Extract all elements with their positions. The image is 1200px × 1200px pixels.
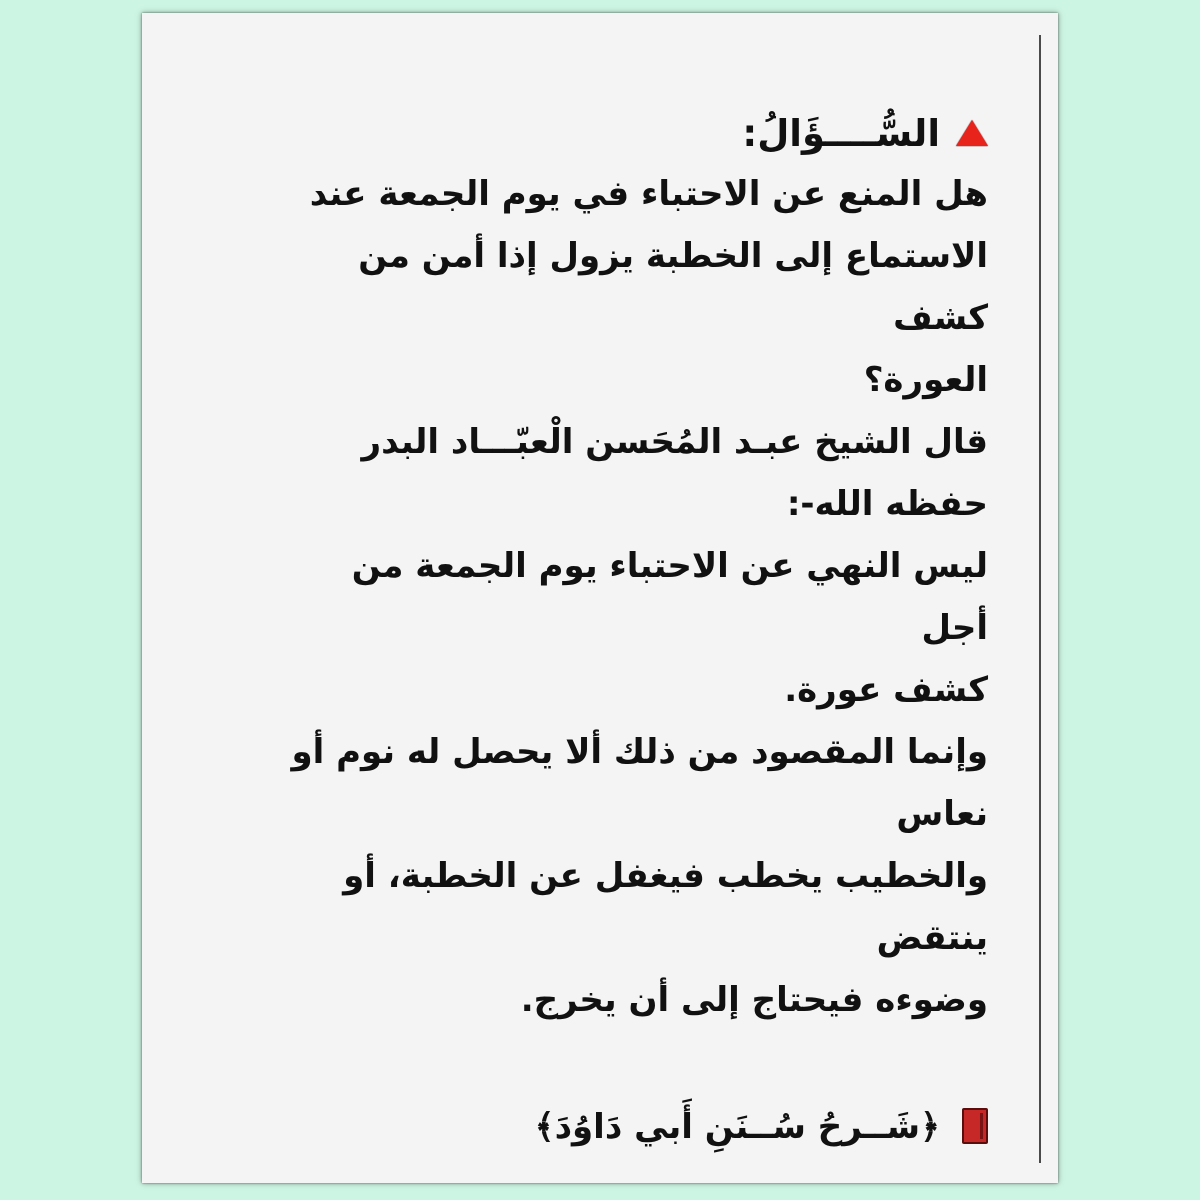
red-triangle-icon: [956, 120, 988, 146]
answer-2-line-1: وإنما المقصود من ذلك ألا يحصل له نوم أو نعاس: [291, 732, 988, 834]
document-page: [142, 13, 1058, 1183]
document-content: [282, 103, 988, 1157]
answer-paragraph-1: [282, 535, 988, 721]
question-line-2: الاستماع إلى الخطبة يزول إذا أمن من كشف: [358, 236, 988, 338]
question-heading-text: السُّــــؤَالُ:: [742, 111, 940, 155]
answer-paragraph-2: [282, 721, 988, 1031]
answer-1-line-2: كشف عورة.: [784, 670, 988, 710]
answer-1-line-1: ليس النهي عن الاحتباء يوم الجمعة من أجل: [351, 546, 988, 648]
question-line-3: العورة؟: [863, 360, 988, 400]
attribution-paragraph: [282, 411, 988, 535]
question-heading: [282, 103, 988, 163]
question-line-1: هل المنع عن الاحتباء في يوم الجمعة عند: [309, 174, 988, 214]
book-icon: [962, 1108, 988, 1144]
source-title: ﴿شَــرحُ سُــنَنِ أَبي دَاوُدَ﴾: [534, 1106, 940, 1147]
attribution-line-2: حفظه الله-:: [786, 484, 988, 524]
question-paragraph: [282, 163, 988, 411]
answer-2-line-2: والخطيب يخطب فيغفل عن الخطبة، أو ينتقض: [343, 856, 988, 958]
attribution-line-1: قال الشيخ عبـد المُحَسن الْعبّـــاد البدر: [361, 422, 988, 462]
source-citation: [282, 1095, 988, 1157]
vertical-rule: [1039, 35, 1041, 1163]
answer-2-line-3: وضوءه فيحتاج إلى أن يخرج.: [520, 980, 988, 1020]
